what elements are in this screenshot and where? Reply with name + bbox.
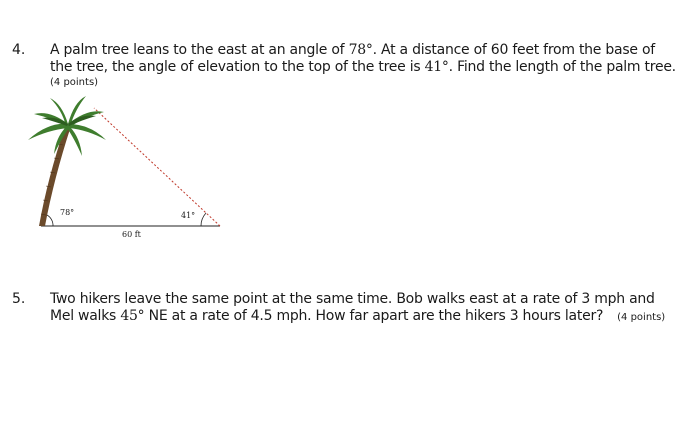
line-of-sight [94,108,220,226]
question-4-line-2-start: the tree, the angle of elevation to the top of the tree is [50,59,425,75]
question-5-line-2-end: NE at a rate of 4.5 mph. How far apart are the hikers 3 hours later? [144,308,604,324]
question-5-line-1: Two hikers leave the same point at the same time. Bob walks east at a rate of 3 mph and [50,291,655,307]
question-5-number: 5. [12,291,26,307]
lean-angle-arc [47,215,53,226]
question-4-points: (4 points) [50,77,99,88]
question-5-line-2-start: Mel walks [50,308,121,324]
elevation-angle-arc [201,213,206,226]
elevation-angle-label: 41° [181,211,196,220]
question-4-angle-78: 78° [348,42,373,58]
distance-label: 60 ft [122,230,141,239]
question-5-line-2 [50,308,665,326]
palm-tree-diagram [20,96,240,246]
question-4-line-2-end: . Find the length of the palm tree. [448,59,676,75]
question-4-line-2 [50,59,676,76]
question-4-line-1-start: A palm tree leans to the east at an angle of [50,42,349,58]
palm-tree-figure [20,96,240,246]
question-4-number: 4. [12,42,26,58]
question-5-angle-45: 45° [120,308,145,324]
question-4-line-1-end: . At a distance of 60 feet from the base of [372,42,655,58]
question-4-angle-41: 41° [424,59,449,75]
lean-angle-label: 78° [60,208,75,217]
question-4-line-1 [50,42,655,59]
question-5-points: (4 points) [617,312,666,323]
